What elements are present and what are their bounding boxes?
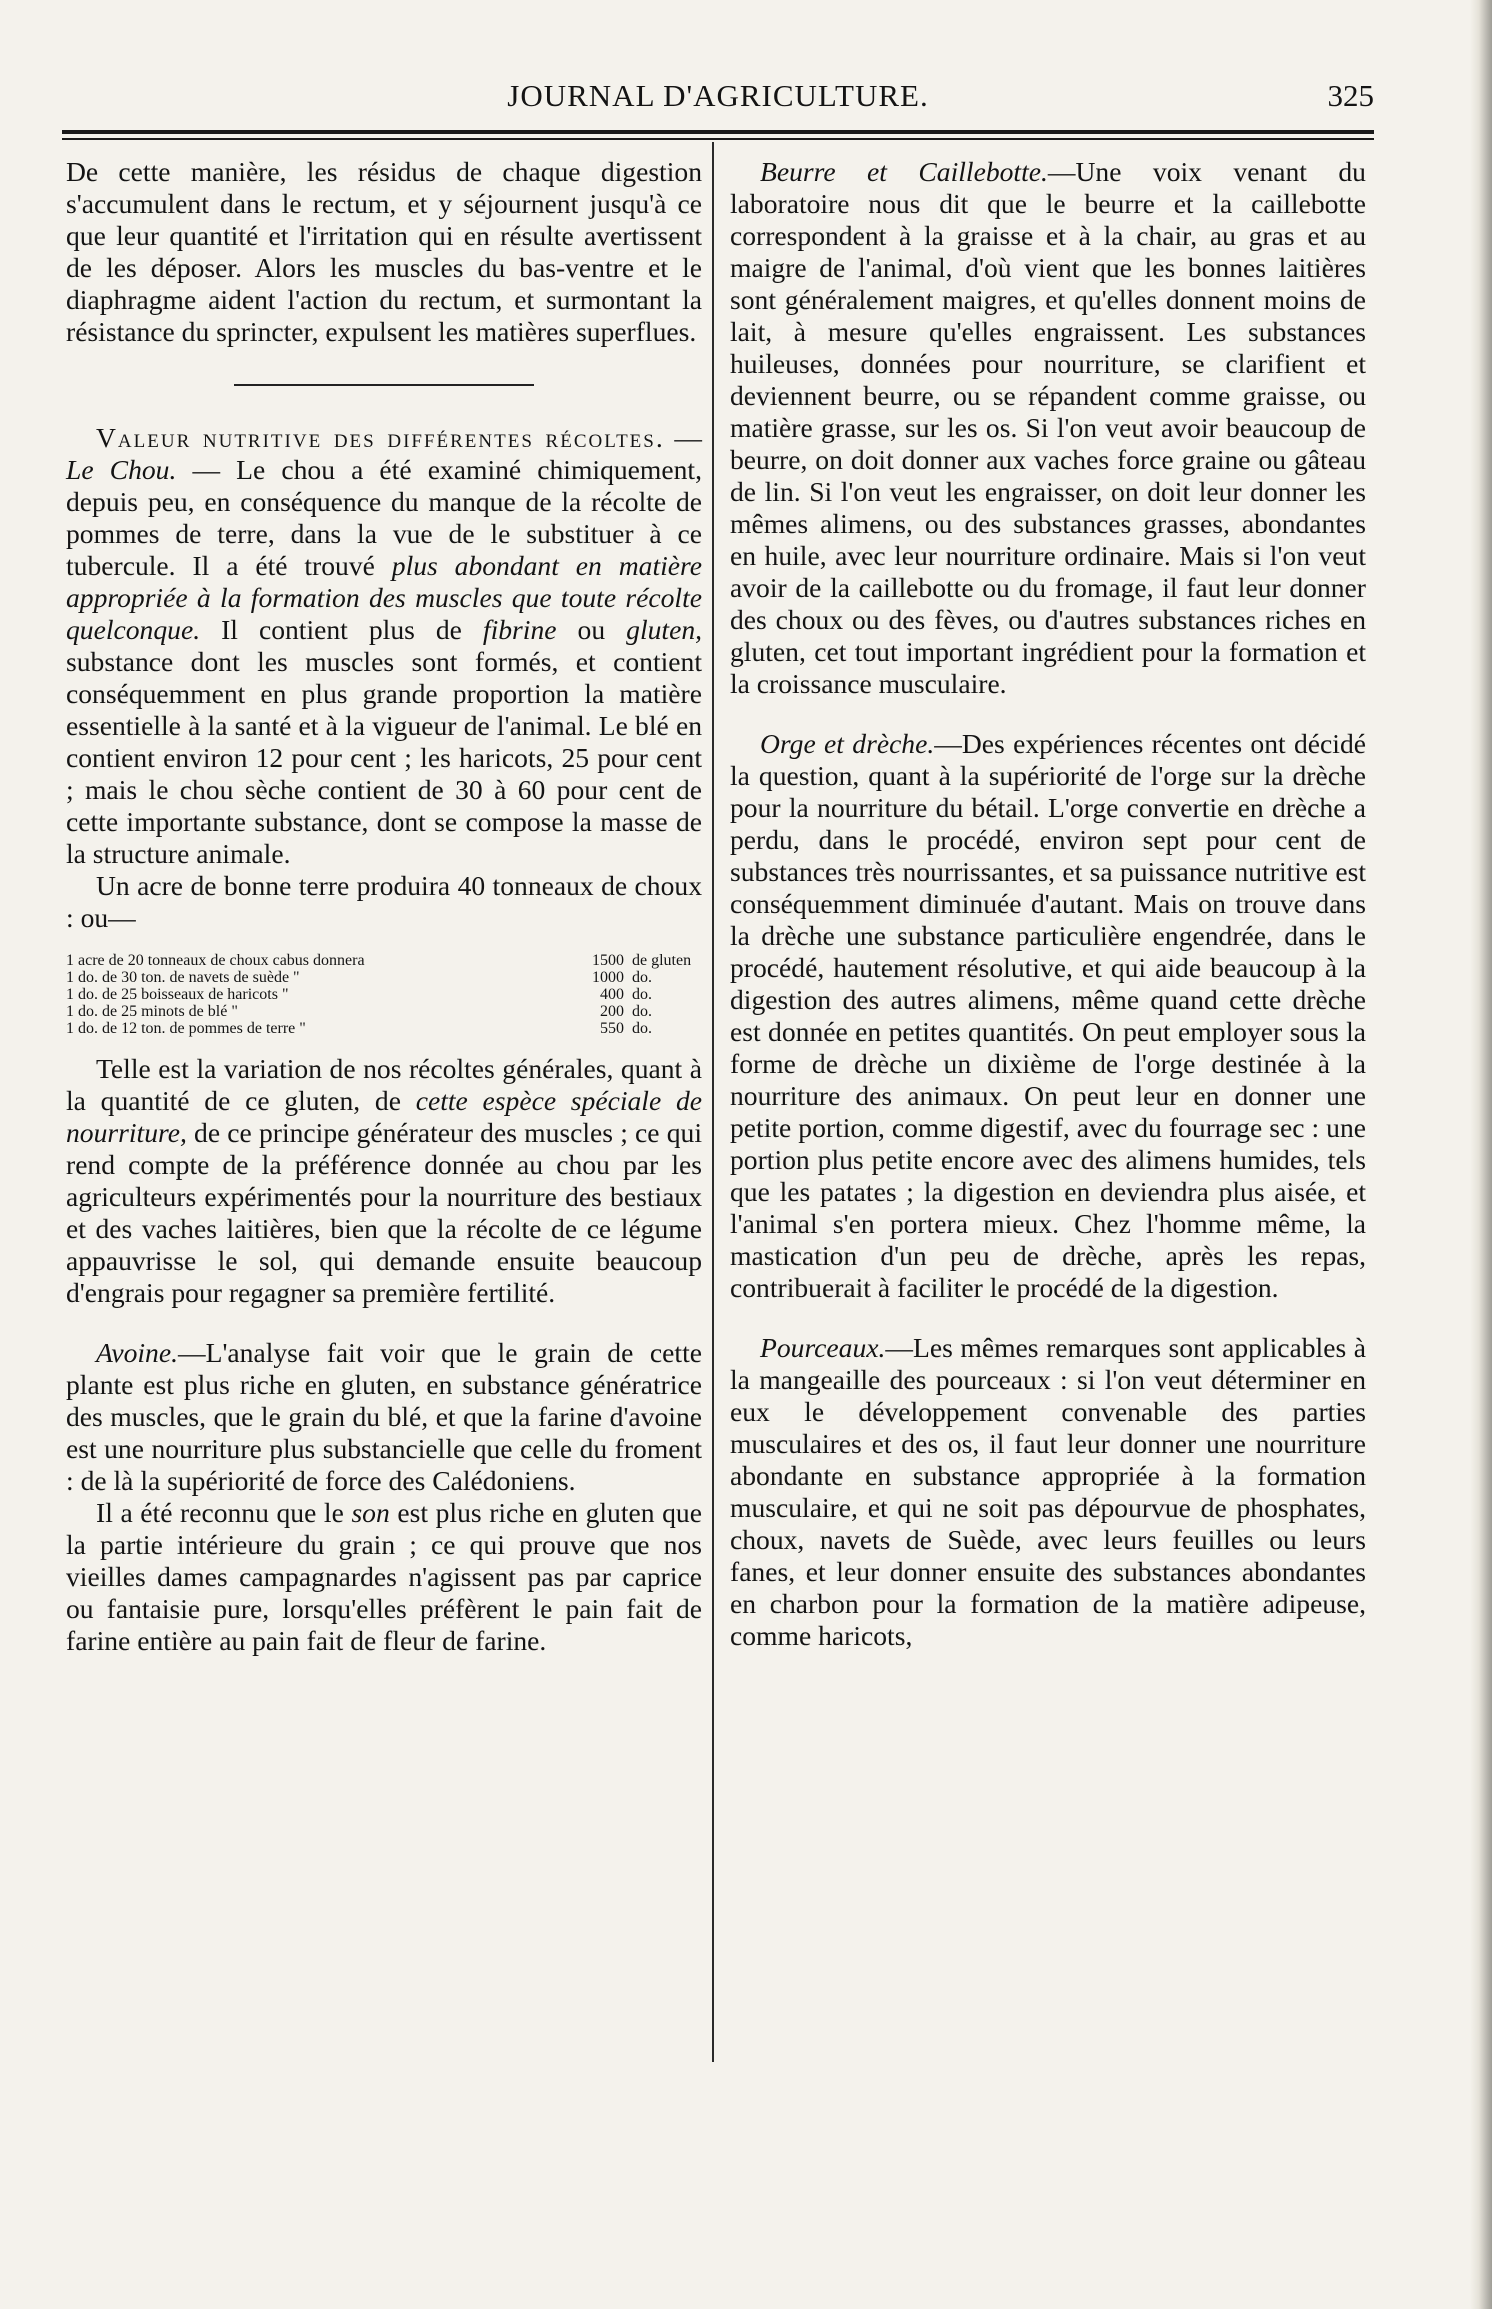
paragraph-orge xyxy=(730,728,1366,1304)
pourceaux-label: Pourceaux. xyxy=(760,1332,886,1363)
orge-text: —Des expériences récentes ont décidé la question, quant à la supériorité de l'orge sur la drèche pour la nourriture du bétail. L'orge convertie en drèche a perdu, dans le procédé, environ sept pour cent de substances très nourrissantes, et sa puissance nutritive est conséquemment diminuée d'autant. Mais on trouve dans la drèche une substance particulière engendrée, dans le procédé, hautement résolutive, et qui aide beaucoup à la digestion des autres alimens, même quand cette drèche est donnée en petites quantités. On peut employer sous la forme de drèche un dixième de l'orge destinée à la nourriture des animaux. On peut leur en donner une petite portion, comme digestif, avec du fourrage sec : une portion plus petite encore avec des alimens humides, tels que les patates ; la digestion en deviendra plus aisée, et l'animal s'en portera mieux. Chez l'homme même, la mastication d'un peu de drèche, après les repas, contribuerait à faciliter le procédé de la digestion. xyxy=(730,728,1367,1303)
page-edge-shadow xyxy=(1470,0,1492,2309)
table-cell-desc: 1 do. de 25 minots de blé " xyxy=(66,1003,238,1020)
section-title: Valeur nutritive des différentes récoltes. xyxy=(96,422,665,453)
son-text-c: est plus riche en gluten que la partie intérieure du grain ; ce qui prouve que nos vieilles dames campagnardes n'agissent pas par caprice ou fantaisie pure, lorsqu'elles préfèrent le pain fait de farine entière au pain fait de fleur de farine. xyxy=(66,1497,702,1656)
table-row xyxy=(66,952,702,969)
chou-fibrine: fibrine xyxy=(482,614,557,645)
table-cell-unit: do. xyxy=(632,986,652,1003)
variation-emphasis: cette espèce spéciale de nourriture, xyxy=(66,1085,702,1148)
chou-gluten: gluten, xyxy=(626,614,703,645)
table-cell-desc: 1 acre de 20 tonneaux de choux cabus donnera xyxy=(66,952,365,969)
chou-label: Le Chou. xyxy=(66,454,177,485)
chou-text-a: Le chou a été examiné chimiquement, depuis peu, en conséquence du manque de la récolte de pommes de terre, dans la vue de le substituer à ce tubercule. Il a été trouvé xyxy=(66,454,703,581)
beurre-text: —Une voix venant du laboratoire nous dit que le beurre et la caillebotte correspondent à la graisse et à la chair, au gras et au maigre de l'animal, d'où vient que les bonnes laitières sont généralement maigres, et qu'elles donnent moins de lait, à mesure qu'elles engraissent. Les substances huileuses, données pour nourriture, se clarifient et deviennent beurre, ou se répandent comme graisse, ou matière grasse, sur les os. Si l'on veut avoir beaucoup de beurre, on doit donner aux vaches force graine ou gâteau de lin. Si l'on veut les engraisser, on doit leur donner les mêmes alimens, ou des substances grasses, abondantes en huile, avec leur nourriture ordinaire. Mais si l'on veut avoir de la caillebotte ou du fromage, il faut leur donner des choux ou des fèves, ou d'autres substances riches en gluten, cet tout important ingrédient pour la formation et la croissance musculaire. xyxy=(730,156,1366,699)
table-cell-unit: do. xyxy=(632,1020,652,1037)
header-rule-thin xyxy=(62,138,1374,140)
section-separator xyxy=(234,384,534,386)
paragraph-variation xyxy=(66,1053,702,1309)
table-cell-unit: do. xyxy=(632,969,652,986)
variation-text-a: Telle est la variation de nos récoltes générales, quant à la quantité de ce gluten, de xyxy=(66,1053,702,1116)
chou-text-g: substance dont les muscles sont formés, et contient conséquemment en plus grande proportion la matière essentielle à la santé et à la vigueur de l'animal. Le blé en contient environ 12 pour cent ; les haricots, 25 pour cent ; mais le chou sèche contient de 30 à 60 pour cent de cette importante substance, dont se compose la masse de la structure animale. xyxy=(66,646,702,869)
table-row xyxy=(66,986,702,1003)
table-cell-desc: 1 do. de 12 ton. de pommes de terre " xyxy=(66,1020,306,1037)
page-header xyxy=(62,78,1374,122)
header-rule-thick xyxy=(62,130,1374,134)
gluten-table xyxy=(66,952,702,1037)
running-head: JOURNAL D'AGRICULTURE. xyxy=(507,78,929,113)
table-cell-qty: 1000 xyxy=(592,969,624,986)
paragraph-pourceaux xyxy=(730,1332,1366,1652)
paragraph-avoine xyxy=(66,1337,702,1497)
table-cell-unit: de gluten xyxy=(632,952,692,969)
paragraph-beurre xyxy=(730,156,1366,700)
table-row xyxy=(66,1020,702,1037)
son-text-a: Il a été reconnu que le xyxy=(96,1497,344,1528)
table-cell-qty: 400 xyxy=(600,986,624,1003)
paragraph-acre: Un acre de bonne terre produira 40 tonneaux de choux : ou— xyxy=(66,870,702,933)
left-column xyxy=(66,156,702,1657)
chou-text-c: Il contient plus de xyxy=(221,614,462,645)
chou-text-ou: ou xyxy=(577,614,606,645)
table-cell-desc: 1 do. de 30 ton. de navets de suède " xyxy=(66,969,300,986)
beurre-label: Beurre et Caillebotte. xyxy=(760,156,1048,187)
right-column xyxy=(730,156,1366,1652)
variation-text-c: de ce principe générateur des muscles ; ce qui rend compte de la préférence donnée au chou par les agriculteurs expérimentés pour la nourriture des bestiaux et des vaches laitières, bien que la récolte de ce légume appauvrisse le sol, qui demande ensuite beaucoup d'engrais pour regagner sa première fertilité. xyxy=(66,1117,702,1308)
orge-label: Orge et drèche. xyxy=(760,728,935,759)
son-emphasis: son xyxy=(351,1497,390,1528)
paragraph-son xyxy=(66,1497,702,1657)
table-row xyxy=(66,969,702,986)
page-number: 325 xyxy=(1327,78,1374,113)
paragraph-chou: Valeur nutritive des différentes récoltes. — Le Chou. — Le chou a été examiné chimiquement, depuis peu, en conséquence du manque de la récolte de pommes de terre, dans la vue de le substituer à ce tubercule. Il a été trouvé plus abondant en matière appropriée à la formation des muscles que toute récolte quelconque. Il contient plus de fibrine ou gluten, substance dont les muscles sont formés, et contient conséquemment en plus grande proportion la matière essentielle à la santé et à la vigueur de l'animal. Le blé en contient environ 12 pour cent ; les haricots, 25 pour cent ; mais le chou sèche contient de 30 à 60 pour cent de cette importante substance, dont se compose la masse de la structure animale. xyxy=(66,422,703,869)
table-cell-qty: 200 xyxy=(600,1003,624,1020)
table-cell-desc: 1 do. de 25 boisseaux de haricots " xyxy=(66,986,289,1003)
table-cell-qty: 1500 xyxy=(592,952,624,969)
table-cell-qty: 550 xyxy=(600,1020,624,1037)
table-cell-unit: do. xyxy=(632,1003,652,1020)
pourceaux-text: —Les mêmes remarques sont applicables à la mangeaille des pourceaux : si l'on veut déterminer en eux le développement convenable des parties musculaires et des os, il faut leur donner une nourriture abondante en substance appropriée à la formation musculaire, et qui ne soit pas dépourvue de phosphates, choux, navets de Suède, avec leurs feuilles ou leurs fanes, et leur donner ensuite des substances abondantes en charbon pour la formation de la matière adipeuse, comme haricots, xyxy=(730,1332,1366,1651)
column-divider xyxy=(712,142,714,2062)
chou-text-emphasis: plus abondant en matière appropriée à la formation des muscles que toute récolte quelconque. xyxy=(66,550,702,645)
table-row xyxy=(66,1003,702,1020)
avoine-text: —L'analyse fait voir que le grain de cette plante est plus riche en gluten, en substance génératrice des muscles, que le grain du blé, et que la farine d'avoine est une nourriture plus substancielle que celle du froment : de là la supériorité de force des Calédoniens. xyxy=(66,1337,702,1496)
paragraph-digestion: De cette manière, les résidus de chaque digestion s'accumulent dans le rectum, et y séjournent jusqu'à ce que leur quantité et l'irritation qui en résulte avertissent de les déposer. Alors les muscles du bas-ventre et le diaphragme aident l'action du rectum, et surmontant la résistance du sprincter, expulsent les matières superflues. xyxy=(66,156,702,347)
avoine-label: Avoine. xyxy=(96,1337,178,1368)
